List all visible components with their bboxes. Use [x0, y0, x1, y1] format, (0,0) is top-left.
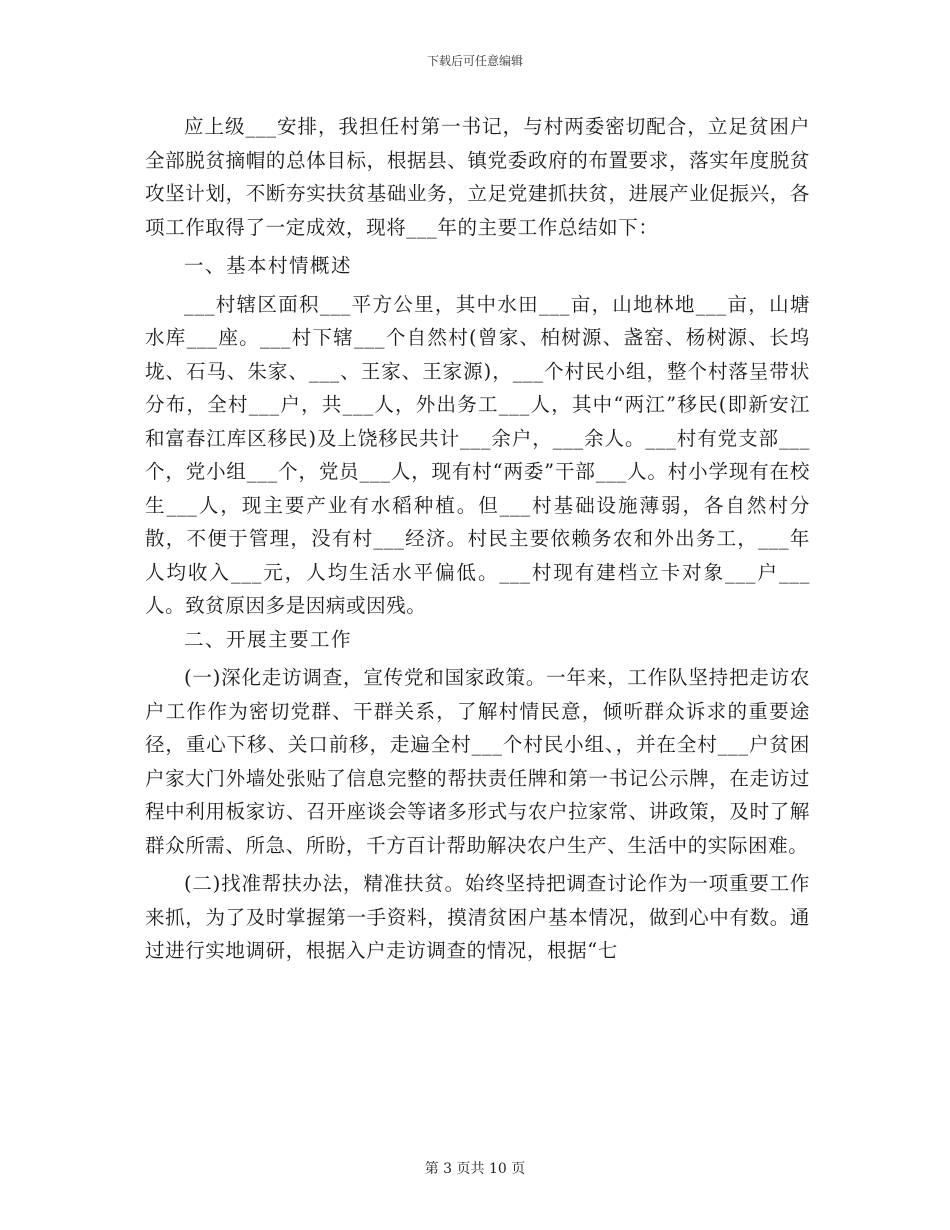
- page-header: 下载后可任意编辑: [426, 54, 523, 68]
- document-body: [145, 110, 810, 968]
- section-1-paragraph: ___村辖区面积___平方公里，其中水田___亩，山地林地___亩，山塘水库___座。___村下辖___个自然村(曾家、柏树源、盏窑、杨树源、长坞垅、石马、朱家、___、王家、王家源)，___个村民小组，整个村落呈带状分布，全村___户，共___人，外出务工___人，其中“两江”移民(即新安江和富春江库区移民)及上饶移民共计___余户，___余人。___村有党支部___个，党小组___个，党员___人，现有村“两委”干部___人。村小学现有在校生___人，现主要产业有水稻种植。但___村基础设施薄弱，各自然村分散，不便于管理，没有村___经济。村民主要依赖务农和外出务工，___年人均收入___元，人均生活水平偏低。___村现有建档立卡对象___户___人。致贫原因多是因病或因残。: [145, 292, 810, 617]
- intro-paragraph: 应上级___安排，我担任村第一书记，与村两委密切配合，立足贫困户全部脱贫摘帽的总体目标，根据县、镇党委政府的布置要求，落实年度脱贫攻坚计划，不断夯实扶贫基础业务，立足党建抓扶贫，进展产业促振兴，各项工作取得了一定成效，现将___年的主要工作总结如下：: [145, 115, 810, 239]
- section-1-heading: 一、基本村情概述: [184, 254, 353, 277]
- section-2-paragraph-1: (一)深化走访调查，宣传党和国家政策。一年来，工作队坚持把走访农户工作作为密切党群、干群关系，了解村情民意，倾听群众诉求的重要途径，重心下移、关口前移，走遍全村___个村民小组、，并在全村___户贫困户家大门外墙处张贴了信息完整的帮扶责任牌和第一书记公示牌，在走访过程中利用板家访、召开座谈会等诸多形式与农户拉家常、讲政策，及时了解群众所需、所急、所盼，千方百计帮助解决农户生产、生活中的实际困难。: [145, 666, 810, 857]
- page-number: 第 3 页共 10 页: [424, 1161, 526, 1177]
- section-2-paragraph-2: (二)找准帮扶办法，精准扶贫。始终坚持把调查讨论作为一项重要工作来抓，为了及时掌握第一手资料，摸清贫困户基本情况，做到心中有数。通过进行实地调研，根据入户走访调查的情况，根据“七: [145, 872, 810, 962]
- section-2-heading: 二、开展主要工作: [184, 627, 353, 651]
